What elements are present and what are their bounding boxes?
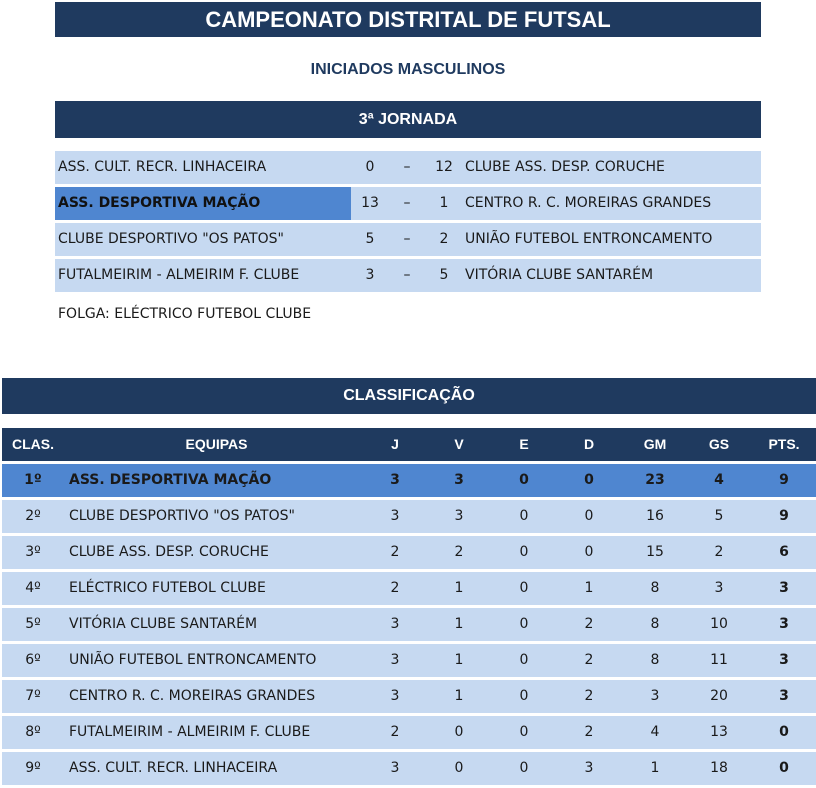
- row-played: 2: [390, 544, 400, 560]
- row-draws: 0: [519, 580, 529, 596]
- match-away-team: CLUBE ASS. DESP. CORUCHE: [465, 159, 665, 175]
- row-goals-for: 23: [645, 472, 665, 488]
- row-goals-against: 11: [710, 652, 728, 668]
- row-points: 3: [779, 616, 789, 632]
- row-goals-for: 4: [650, 724, 660, 740]
- match-home-team: FUTALMEIRIM - ALMEIRIM F. CLUBE: [58, 267, 300, 283]
- row-points: 0: [779, 724, 789, 740]
- row-goals-against: 5: [714, 508, 724, 524]
- row-losses: 0: [584, 508, 594, 524]
- row-losses: 0: [584, 544, 594, 560]
- row-goals-against: 10: [710, 616, 728, 632]
- match-home-team: ASS. CULT. RECR. LINHACEIRA: [58, 159, 267, 175]
- match-away-team: UNIÃO FUTEBOL ENTRONCAMENTO: [465, 231, 713, 247]
- bye-note: FOLGA: ELÉCTRICO FUTEBOL CLUBE: [58, 306, 312, 322]
- score-separator: –: [403, 231, 411, 247]
- row-points: 9: [779, 508, 789, 524]
- row-played: 3: [390, 652, 400, 668]
- table-row: [2, 464, 816, 497]
- row-wins: 0: [454, 760, 464, 776]
- row-wins: 3: [454, 472, 464, 488]
- header-wins: V: [454, 436, 464, 452]
- row-wins: 1: [454, 688, 464, 704]
- match-away-score: 5: [439, 267, 449, 283]
- match-away-score: 2: [439, 231, 449, 247]
- page-title: CAMPEONATO DISTRITAL DE FUTSAL: [55, 2, 761, 37]
- row-team: ELÉCTRICO FUTEBOL CLUBE: [69, 580, 266, 596]
- row-wins: 1: [454, 580, 464, 596]
- row-points: 6: [779, 544, 789, 560]
- row-team: ASS. DESPORTIVA MAÇÃO: [69, 472, 272, 488]
- row-position: 2º: [25, 508, 41, 524]
- table-row: [2, 536, 816, 569]
- match-away-score: 1: [439, 195, 449, 211]
- match-away-score: 12: [435, 159, 453, 175]
- match-away-team: CENTRO R. C. MOREIRAS GRANDES: [465, 195, 712, 211]
- match-home-score: 3: [365, 267, 375, 283]
- header-goals-against: GS: [708, 436, 730, 452]
- row-goals-for: 8: [650, 616, 660, 632]
- row-team: FUTALMEIRIM - ALMEIRIM F. CLUBE: [69, 724, 311, 740]
- row-position: 6º: [25, 652, 41, 668]
- header-played: J: [391, 436, 399, 452]
- row-played: 3: [390, 760, 400, 776]
- row-draws: 0: [519, 508, 529, 524]
- row-position: 5º: [25, 616, 41, 632]
- row-played: 2: [390, 580, 400, 596]
- row-losses: 2: [584, 688, 594, 704]
- row-position: 9º: [25, 760, 41, 776]
- category-subtitle: INICIADOS MASCULINOS: [310, 61, 506, 78]
- row-points: 3: [779, 580, 789, 596]
- row-losses: 0: [584, 472, 594, 488]
- row-team: CENTRO R. C. MOREIRAS GRANDES: [69, 688, 316, 704]
- score-separator: –: [403, 267, 411, 283]
- table-row: [2, 752, 816, 785]
- header-draws: E: [519, 436, 529, 452]
- row-position: 4º: [25, 580, 41, 596]
- match-home-score: 0: [365, 159, 375, 175]
- row-wins: 1: [454, 616, 464, 632]
- header-losses: D: [583, 436, 595, 452]
- row-wins: 1: [454, 652, 464, 668]
- header-position: CLAS.: [12, 436, 54, 452]
- row-losses: 2: [584, 652, 594, 668]
- row-goals-against: 4: [714, 472, 724, 488]
- row-team: VITÓRIA CLUBE SANTARÉM: [69, 616, 258, 632]
- row-draws: 0: [519, 472, 529, 488]
- row-team: ASS. CULT. RECR. LINHACEIRA: [69, 760, 278, 776]
- row-goals-against: 2: [714, 544, 724, 560]
- row-goals-for: 1: [650, 760, 660, 776]
- row-goals-for: 8: [650, 580, 660, 596]
- match-row: [55, 223, 761, 256]
- standings-table: [2, 428, 816, 788]
- row-team: UNIÃO FUTEBOL ENTRONCAMENTO: [69, 652, 317, 668]
- row-draws: 0: [519, 724, 529, 740]
- row-losses: 2: [584, 724, 594, 740]
- classification-title: CLASSIFICAÇÃO: [2, 378, 816, 414]
- row-position: 3º: [25, 544, 41, 560]
- match-home-score: 13: [361, 195, 379, 211]
- table-row: [2, 680, 816, 713]
- row-wins: 0: [454, 724, 464, 740]
- row-goals-against: 13: [710, 724, 728, 740]
- row-goals-for: 3: [650, 688, 660, 704]
- match-results-list: [55, 151, 761, 295]
- table-row: [2, 500, 816, 533]
- match-row: [55, 151, 761, 184]
- header-goals-for: GM: [643, 436, 667, 452]
- row-team: CLUBE DESPORTIVO "OS PATOS": [69, 508, 295, 524]
- match-home-score: 5: [365, 231, 375, 247]
- round-header: 3ª JORNADA: [55, 101, 761, 138]
- row-played: 3: [390, 508, 400, 524]
- score-separator: –: [403, 195, 411, 211]
- match-row: [55, 187, 761, 220]
- row-points: 0: [779, 760, 789, 776]
- table-row: [2, 716, 816, 749]
- row-points: 3: [779, 652, 789, 668]
- row-position: 1º: [24, 472, 42, 488]
- row-wins: 2: [454, 544, 464, 560]
- row-draws: 0: [519, 616, 529, 632]
- header-team: EQUIPAS: [185, 436, 248, 452]
- row-draws: 0: [519, 688, 529, 704]
- row-losses: 1: [584, 580, 594, 596]
- table-row: [2, 608, 816, 641]
- row-draws: 0: [519, 760, 529, 776]
- row-played: 3: [390, 616, 400, 632]
- row-position: 8º: [25, 724, 41, 740]
- row-goals-against: 3: [714, 580, 724, 596]
- row-played: 2: [390, 724, 400, 740]
- row-team: CLUBE ASS. DESP. CORUCHE: [69, 544, 269, 560]
- row-goals-for: 15: [646, 544, 664, 560]
- table-row: [2, 572, 816, 605]
- row-losses: 3: [584, 760, 594, 776]
- row-wins: 3: [454, 508, 464, 524]
- row-goals-for: 8: [650, 652, 660, 668]
- row-goals-against: 18: [710, 760, 728, 776]
- row-goals-for: 16: [646, 508, 664, 524]
- row-played: 3: [390, 688, 400, 704]
- row-goals-against: 20: [710, 688, 728, 704]
- row-draws: 0: [519, 652, 529, 668]
- row-draws: 0: [519, 544, 529, 560]
- standings-header-row: [2, 428, 816, 461]
- match-home-team: CLUBE DESPORTIVO "OS PATOS": [58, 231, 284, 247]
- row-played: 3: [390, 472, 400, 488]
- table-row: [2, 644, 816, 677]
- match-row: [55, 259, 761, 292]
- score-separator: –: [403, 159, 411, 175]
- row-losses: 2: [584, 616, 594, 632]
- match-home-team: ASS. DESPORTIVA MAÇÃO: [55, 187, 351, 220]
- row-points: 3: [779, 688, 789, 704]
- row-points: 9: [779, 472, 789, 488]
- header-points: PTS.: [768, 436, 800, 452]
- match-away-team: VITÓRIA CLUBE SANTARÉM: [465, 267, 654, 283]
- row-position: 7º: [25, 688, 41, 704]
